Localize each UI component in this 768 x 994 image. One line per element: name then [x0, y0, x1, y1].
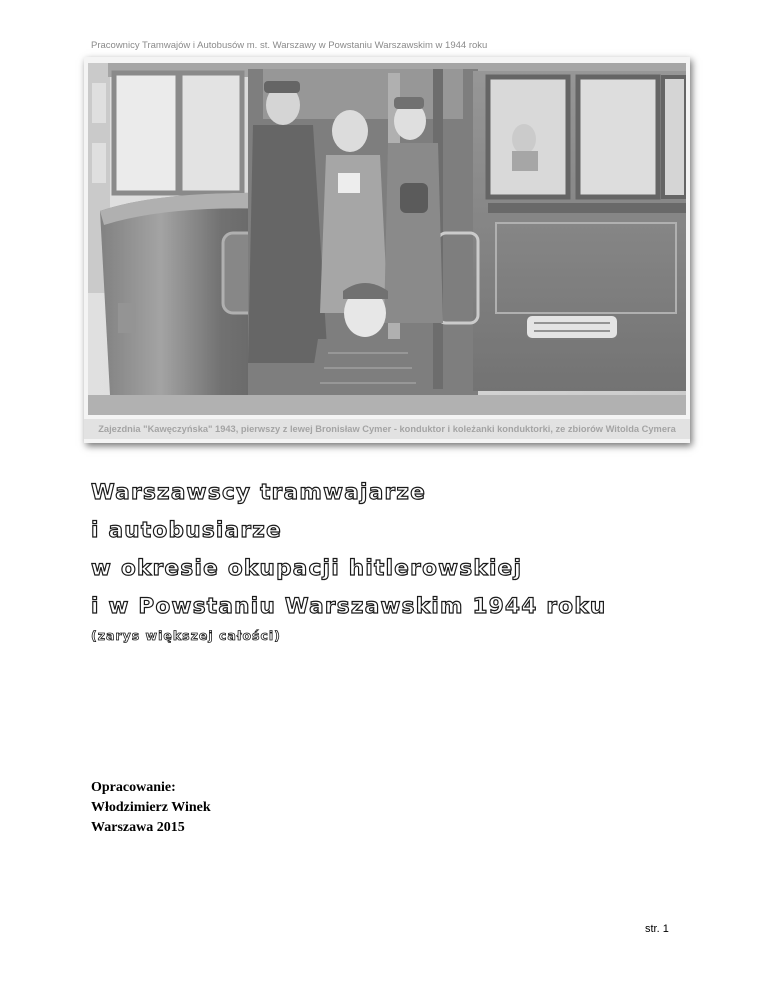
credits-label: Opracowanie: — [91, 780, 176, 795]
title-line-2: i autobusiarze — [91, 518, 282, 543]
credits-place-year: Warszawa 2015 — [91, 820, 185, 835]
photo-frame — [84, 57, 690, 443]
title-line-4: i w Powstaniu Warszawskim 1944 roku — [91, 594, 607, 619]
running-header: Pracownicy Tramwajów i Autobusów m. st. Warszawy w Powstaniu Warszawskim w 1944 roku — [91, 40, 488, 51]
photo-caption: Zajezdnia "Kawęczyńska" 1943, pierwszy z lewej Bronisław Cymer - konduktor i koleżanki konduktorki, ze zbiorów Witolda Cymera — [84, 419, 690, 439]
document-title — [91, 478, 607, 643]
tram-photo — [88, 63, 686, 415]
page-number: str. 1 — [645, 923, 669, 935]
title-line-3: w okresie okupacji hitlerowskiej — [91, 556, 523, 581]
credits-author: Włodzimierz Winek — [91, 800, 211, 815]
document-subtitle: (zarys większej całości) — [91, 628, 281, 643]
title-line-1: Warszawscy tramwajarze — [91, 480, 427, 505]
credits-block — [91, 778, 211, 838]
